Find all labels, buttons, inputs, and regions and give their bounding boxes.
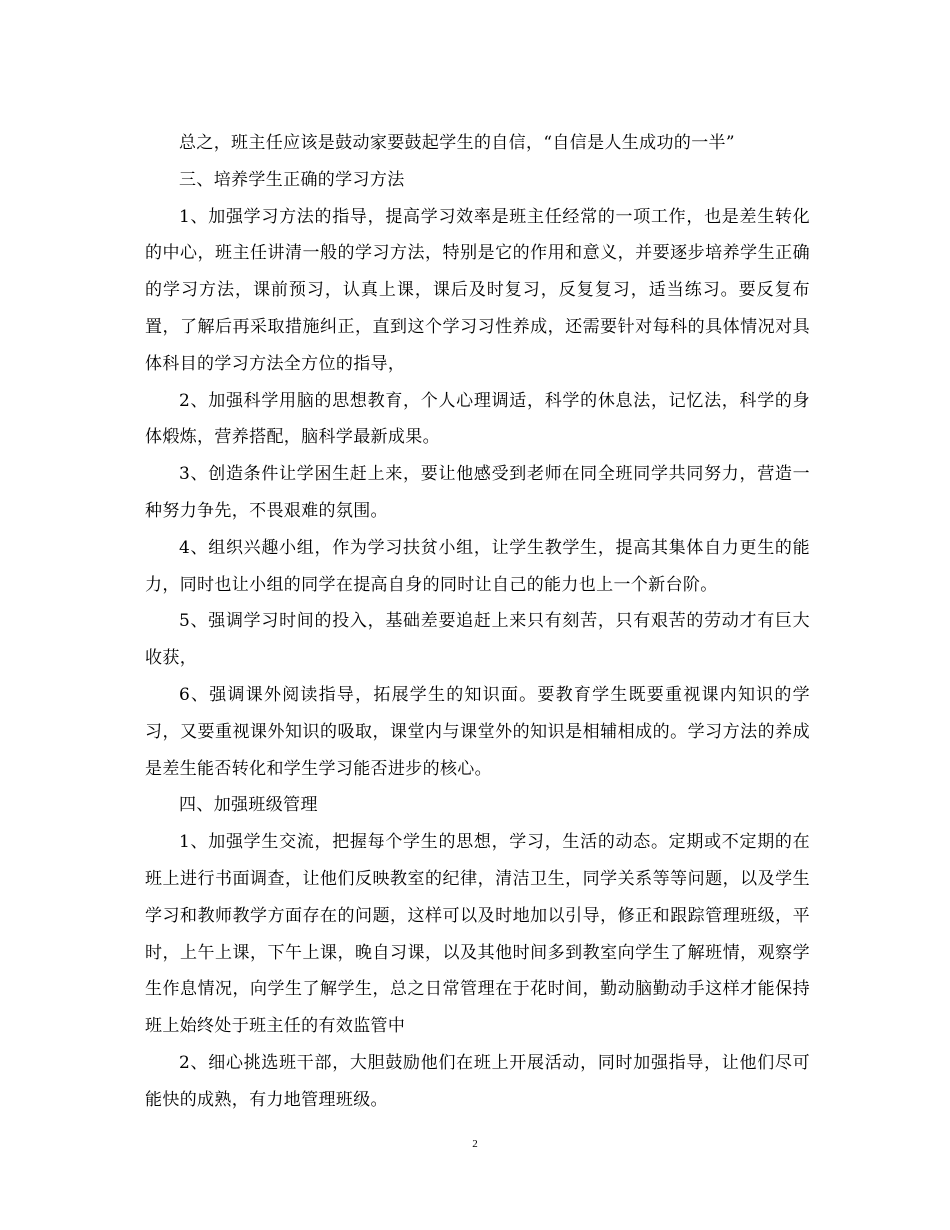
paragraph-conclusion: 总之，班主任应该是鼓动家要鼓起学生的自信，“自信是人生成功的一半” bbox=[179, 133, 735, 153]
paragraph-4-2: 2、细心挑选班干部，大胆鼓励他们在班上开展活动，同时加强指导，让他们尽可能快的成熟，有力地管理班级。 bbox=[145, 1052, 810, 1110]
paragraph-3-5: 5、强调学习时间的投入，基础差要追赶上来只有刻苦，只有艰苦的劳动才有巨大收获， bbox=[145, 611, 810, 669]
section-heading-3: 三、培养学生正确的学习方法 bbox=[179, 169, 405, 190]
paragraph-3-3: 3、创造条件让学困生赶上来，要让他感受到老师在同全班同学共同努力，营造一种努力争先，不畏艰难的氛围。 bbox=[145, 464, 810, 521]
paragraph-3-4: 4、组织兴趣小组，作为学习扶贫小组，让学生教学生，提高其集体自力更生的能力，同时也让小组的同学在提高自身的同时让自己的能力也上一个新台阶。 bbox=[145, 537, 810, 595]
paragraph-4-1: 1、加强学生交流，把握每个学生的思想，学习，生活的动态。定期或不定期的在班上进行书面调查，让他们反映教室的纪律，清洁卫生，同学关系等等问题，以及学生学习和教师教学方面存在的问题，这样可以及时地加以引导，修正和跟踪管理班级，平时，上午上课，下午上课，晚自习课，以及其他时间多到教室向学生了解班情，观察学生作息情况，向学生了解学生，总之日常管理在于花时间，勤动脑勤动手这样才能保持班上始终处于班主任的有效监管中 bbox=[145, 832, 810, 1037]
paragraph-3-2: 2、加强科学用脑的思想教育，个人心理调适，科学的休息法，记忆法，科学的身体煅炼，营养搭配，脑科学最新成果。 bbox=[145, 390, 810, 448]
document-body bbox=[145, 125, 810, 1119]
paragraph-3-6: 6、强调课外阅读指导，拓展学生的知识面。要教育学生既要重视课内知识的学习，又要重视课外知识的吸取，课堂内与课堂外的知识是相辅相成的。学习方法的养成是差生能否转化和学生学习能否进步的核心。 bbox=[145, 684, 810, 779]
paragraph-3-1: 1、加强学习方法的指导，提高学习效率是班主任经常的一项工作，也是差生转化的中心，班主任讲清一般的学习方法，特别是它的作用和意义，并要逐步培养学生正确的学习方法，课前预习，认真上课，课后及时复习，反复复习，适当练习。要反复布置，了解后再采取措施纠正，直到这个学习习性养成，还需要针对每科的具体情况对具体科目的学习方法全方位的指导， bbox=[145, 206, 810, 374]
section-heading-4: 四、加强班级管理 bbox=[179, 795, 318, 816]
page-number: 2 bbox=[472, 1138, 478, 1150]
